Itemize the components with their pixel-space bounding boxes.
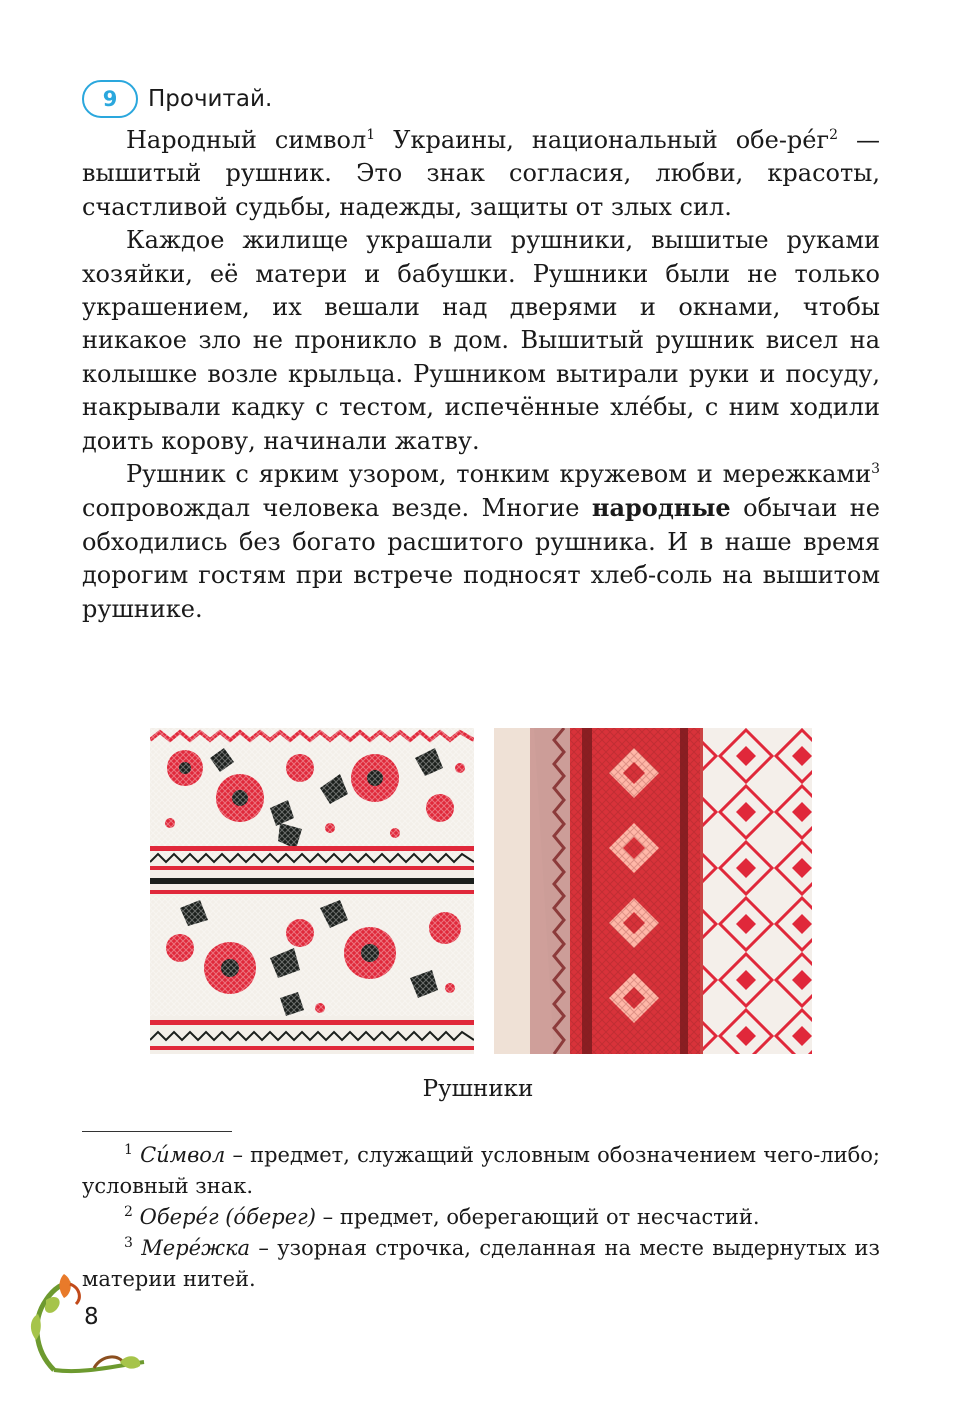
footnote-3-text: – узорная строчка, сделанная на месте выдернутых из материи нитей. [82, 1236, 880, 1291]
page-number: 8 [84, 1304, 99, 1330]
task-title: Прочитай. [148, 86, 273, 112]
rushnyky-photos [150, 728, 812, 1054]
paragraph-1-part-c: — вышитый рушник. Это знак согласия, любви, красоты, счастливой судьбы, надежды, защиты от злых сил. [82, 126, 880, 221]
footnote-divider [82, 1131, 232, 1132]
paragraph-3-part-a: Рушник с ярким узором, тонким кружевом и мережками [126, 460, 872, 489]
main-text [82, 124, 880, 626]
footnote-ref-3: 3 [871, 461, 880, 478]
paragraph-3-bold-word: народные [591, 493, 731, 523]
footnote-2-term: Обере́г (о́берег) [139, 1205, 316, 1229]
footnote-3-number: 3 [124, 1235, 133, 1251]
paragraph-3 [82, 458, 880, 626]
footnote-1 [82, 1140, 880, 1202]
task-header [82, 78, 272, 120]
paragraph-1 [82, 124, 880, 224]
footnote-ref-1: 1 [366, 127, 376, 143]
footnote-3 [82, 1233, 880, 1295]
footnote-ref-2: 2 [829, 127, 838, 143]
figure-caption: Рушники [422, 1076, 534, 1102]
footnote-1-number: 1 [124, 1142, 133, 1158]
paragraph-2: Каждое жилище украшали рушники, вышитые руками хозяйки, её матери и бабушки. Рушники были не только украшением, их вешали над дверями и окнами, чтобы никакое зло не проникло в дом. Вышитый рушник висел на колышке возле крыльца. Рушником вытирали руки и посуду, накрывали кадку с тестом, испечённые хле́бы, с ним ходили доить корову, начинали жатву. [82, 226, 880, 455]
footnote-2-number: 2 [124, 1204, 133, 1220]
paragraph-3-part-c: обычаи не обходились без богато расшитого рушника. И в наше время дорогим гостям при встрече подносят хлеб-соль на вышитом рушнике. [82, 494, 880, 623]
footnote-1-term: Си́мвол [140, 1143, 226, 1167]
footnote-1-text: – предмет, служащий условным обозначением чего-либо; условный знак. [82, 1143, 880, 1198]
rushnyk-photo-geometric [494, 728, 812, 1054]
paragraph-1-part-b: Украины, национальный обе-ре́г [375, 126, 830, 154]
footnote-2-text: – предмет, оберегающий от несчастий. [316, 1205, 760, 1229]
rushnyk-photo-floral [150, 728, 474, 1054]
paragraph-3-part-b: сопровождал человека везде. Многие [82, 494, 592, 523]
footnotes [82, 1140, 880, 1295]
task-number-badge: 9 [82, 80, 138, 118]
paragraph-1-part-a: Народный символ [126, 126, 367, 154]
footnote-2 [82, 1202, 880, 1233]
footnote-3-term: Мере́жка [141, 1236, 251, 1260]
